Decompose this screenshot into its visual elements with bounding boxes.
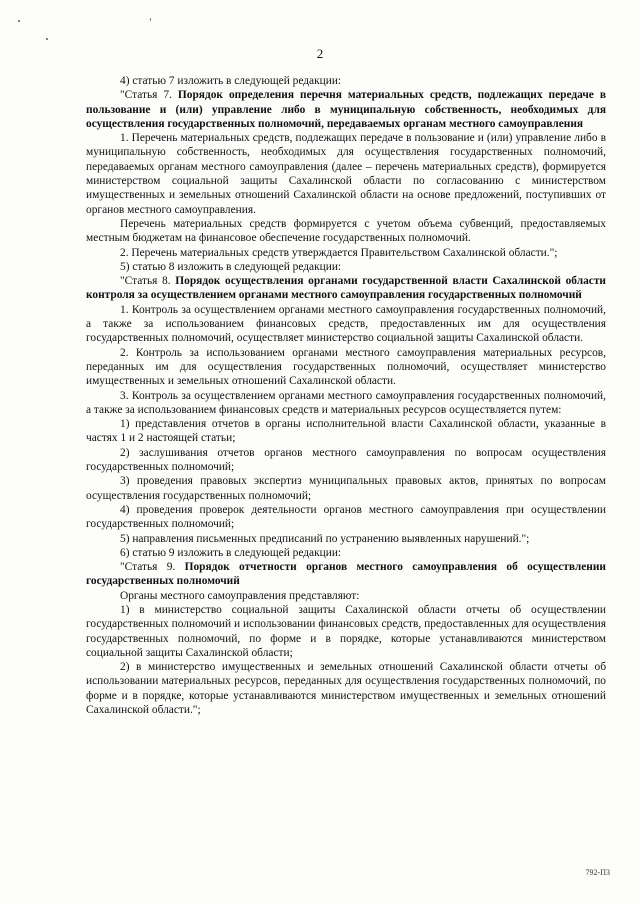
article-heading: "Статья 8. Порядок осуществления органами государственной власти Сахалинской области контроля за осуществлением органами местного самоуправления государственных полномочий [86, 275, 606, 302]
paragraph: 2. Перечень материальных средств утверждается Правительством Сахалинской области."; [120, 246, 558, 259]
scan-speck [18, 20, 20, 22]
list-item: 3) проведения правовых экспертиз муниципальных правовых актов, принятых по вопросам осуществления государственных полномочий; [86, 475, 606, 502]
scan-speck [150, 18, 151, 21]
article-heading: "Статья 9. Порядок отчетности органов местного самоуправления об осуществлении государственных полномочий [86, 561, 606, 588]
paragraph: Органы местного самоуправления представляют: [120, 589, 360, 602]
paragraph: 2. Контроль за использованием органами местного самоуправления материальных ресурсов, переданных им для осуществления государственных полномочий, осуществляет министерство имущественных и земельных отношений Сахалинской области. [86, 346, 606, 388]
list-item: 5) направления письменных предписаний по устранению выявленных нарушений."; [120, 532, 530, 545]
list-item: 1) представления отчетов в органы исполнительной власти Сахалинской области, указанные в частях 1 и 2 настоящей статьи; [86, 418, 606, 445]
document-code: 792-П3 [585, 868, 610, 877]
paragraph: 5) статью 8 изложить в следующей редакции: [120, 260, 342, 273]
list-item: 2) заслушивания отчетов органов местного самоуправления по вопросам осуществления государственных полномочий; [86, 446, 606, 474]
page-number: 2 [316, 46, 324, 61]
article-heading: "Статья 7. Порядок определения перечня материальных средств, подлежащих передаче в пользование и (или) управление либо в муниципальную собственность, необходимых для осуществления государственных полномочий, передаваемых органам местного самоуправления [86, 89, 607, 130]
document-body [86, 74, 606, 717]
list-item: 2) в министерство имущественных и земельных отношений Сахалинской области отчеты об использовании материальных ресурсов, переданных для осуществления государственных полномочий, по форме и в порядке, которые устанавливаются министерством имущественных и земельных отношений Сахалинской области."; [86, 661, 606, 717]
paragraph: 6) статью 9 изложить в следующей редакции: [120, 546, 342, 559]
list-item: 1) в министерство социальной защиты Сахалинской области отчеты об осуществлении государственных полномочий и использовании финансовых средств, предоставленных для осуществления государственных полномочий, по форме и в порядке, которые устанавливаются министерством социальной защиты Сахалинской области; [86, 603, 606, 659]
paragraph: Перечень материальных средств формируется с учетом объема субвенций, предоставляемых местным бюджетам на финансовое обеспечение государственных полномочий. [86, 217, 606, 245]
paragraph: 1. Перечень материальных средств, подлежащих передаче в пользование и (или) управление либо в муниципальную собственность, необходимых для осуществления государственных полномочий, передаваемых органам местного самоуправления (далее – перечень материальных средств), формируется министерством социальной защиты Сахалинской области по согласованию с министерством имущественных и земельных отношений Сахалинской области на основе предложений, поступивших от органов местного самоуправления. [86, 132, 606, 216]
paragraph: 1. Контроль за осуществлением органами местного самоуправления государственных полномочий, а также за использованием финансовых средств, предоставленных им для осуществления государственных полномочий, осуществляет министерство социальной защиты Сахалинской области. [86, 303, 606, 345]
list-item: 4) проведения проверок деятельности органов местного самоуправления при осуществлении государственных полномочий; [86, 503, 606, 531]
scan-speck [46, 38, 48, 40]
paragraph: 4) статью 7 изложить в следующей редакции: [120, 75, 342, 87]
paragraph: 3. Контроль за осуществлением органами местного самоуправления государственных полномочий, а также за использованием финансовых средств и материальных ресурсов осуществляется путем: [86, 389, 606, 416]
